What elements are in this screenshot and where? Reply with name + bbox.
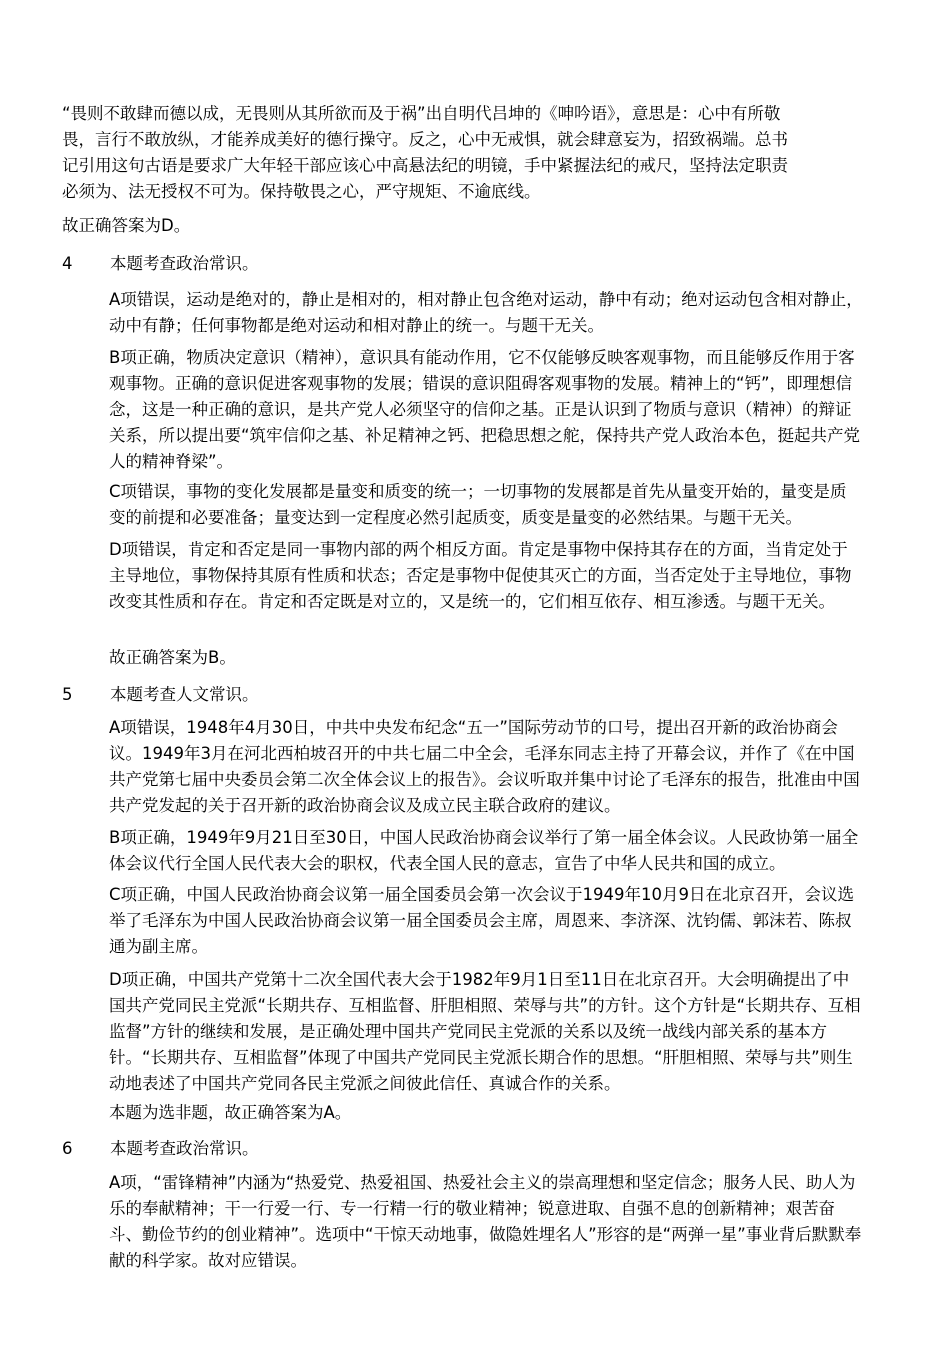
question-6-option-a: A项，“雷锋精神”内涵为“热爱党、热爱祖国、热爱社会主义的崇高理想和坚定信念；服务人民、助人为乐的奉献精神；干一行爱一行、专一行精一行的敬业精神；锐意进取、自强不息的创新精神；艰苦奋斗、勤俭节约的创业精神”。选项中“干惊天动地事，做隐姓埋名人”形容的是“两弹一星”事业背后默默奉献的科学家。故对应错误。 bbox=[109, 1173, 862, 1270]
question-4-option-d: D项错误，肯定和否定是同一事物内部的两个相反方面。肯定是事物中保持其存在的方面，当肯定处于主导地位，事物保持其原有性质和状态；否定是事物中促使其灭亡的方面，当否定处于主导地位，事物改变其性质和存在。肯定和否定既是对立的，又是统一的，它们相互依存、相互渗透。与题干无关。 bbox=[109, 540, 852, 611]
question-4-option-c: C项错误，事物的变化发展都是量变和质变的统一；一切事物的发展都是首先从量变开始的，量变是质变的前提和必要准备；量变达到一定程度必然引起质变，质变是量变的必然结果。与题干无关。 bbox=[109, 482, 847, 527]
question-number: 6 bbox=[62, 1139, 73, 1158]
question-4-option-b: B项正确，物质决定意识（精神），意识具有能动作用，它不仅能够反映客观事物，而且能够反作用于客观事物。正确的意识促进客观事物的发展；错误的意识阻碍客观事物的发展。精神上的“钙”，即理想信念，这是一种正确的意识，是共产党人必须坚守的信仰之基。正是认识到了物质与意识（精神）的辩证关系，所以提出要“筑牢信仰之基、补足精神之钙、把稳思想之舵，保持共产党人政治本色，挺起共产党人的精神脊梁”。 bbox=[109, 348, 861, 471]
question-title: 本题考查政治常识。 bbox=[110, 1139, 259, 1158]
question-5-option-d: D项正确，中国共产党第十二次全国代表大会于1982年9月1日至11日在北京召开。大会明确提出了中国共产党同民主党派“长期共存、互相监督、肝胆相照、荣辱与共”的方针。这个方针是“长期共存、互相监督”方针的继续和发展，是正确处理中国共产党同民主党派的关系以及统一战线内部关系的基本方针。“长期共存、互相监督”体现了中国共产党同民主党派长期合作的思想。“肝胆相照、荣辱与共”则生动地表述了中国共产党同各民主党派之间彼此信任、真诚合作的关系。 bbox=[109, 970, 861, 1093]
question-5-answer: 本题为选非题，故正确答案为A。 bbox=[109, 1103, 352, 1122]
question-5-option-a: A项错误，1948年4月30日，中共中央发布纪念“五一”国际劳动节的口号，提出召开新的政治协商会议。1949年3月在河北西柏坡召开的中共七届二中全会，毛泽东同志主持了开幕会议，并作了《在中国共产党第七届中央委员会第二次全体会议上的报告》。会议听取并集中讨论了毛泽东的报告，批准由中国共产党发起的关于召开新的政治协商会议及成立民主联合政府的建议。 bbox=[109, 718, 860, 815]
question-4-answer: 故正确答案为B。 bbox=[109, 648, 236, 667]
question-title: 本题考查人文常识。 bbox=[110, 685, 259, 704]
intro-paragraph: “畏则不敢肆而德以成，无畏则从其所欲而及于祸”出自明代吕坤的《呻吟语》，意思是：心中有所敬畏，言行不敢放纵，才能养成美好的德行操守。反之，心中无戒惧，就会肆意妄为，招致祸端。总书记引用这句古语是要求广大年轻干部应该心中高悬法纪的明镜，手中紧握法纪的戒尺，坚持法定职责必须为、法无授权不可为。保持敬畏之心，严守规矩、不逾底线。 bbox=[62, 104, 788, 201]
intro-answer: 故正确答案为D。 bbox=[62, 216, 191, 235]
question-5-option-c: C项正确，中国人民政治协商会议第一届全国委员会第一次会议于1949年10月9日在北京召开，会议选举了毛泽东为中国人民政治协商会议第一届全国委员会主席，周恩来、李济深、沈钧儒、郭沫若、陈叔通为副主席。 bbox=[109, 885, 855, 956]
question-number: 4 bbox=[62, 254, 73, 273]
question-5-option-b: B项正确，1949年9月21日至30日，中国人民政治协商会议举行了第一届全体会议。人民政协第一届全体会议代行全国人民代表大会的职权，代表全国人民的意志，宣告了中华人民共和国的成立。 bbox=[109, 828, 859, 873]
question-4-option-a: A项错误，运动是绝对的，静止是相对的，相对静止包含绝对运动，静中有动；绝对运动包含相对静止，动中有静；任何事物都是绝对运动和相对静止的统一。与题干无关。 bbox=[109, 290, 863, 335]
question-number: 5 bbox=[62, 685, 73, 704]
question-title: 本题考查政治常识。 bbox=[110, 254, 259, 273]
